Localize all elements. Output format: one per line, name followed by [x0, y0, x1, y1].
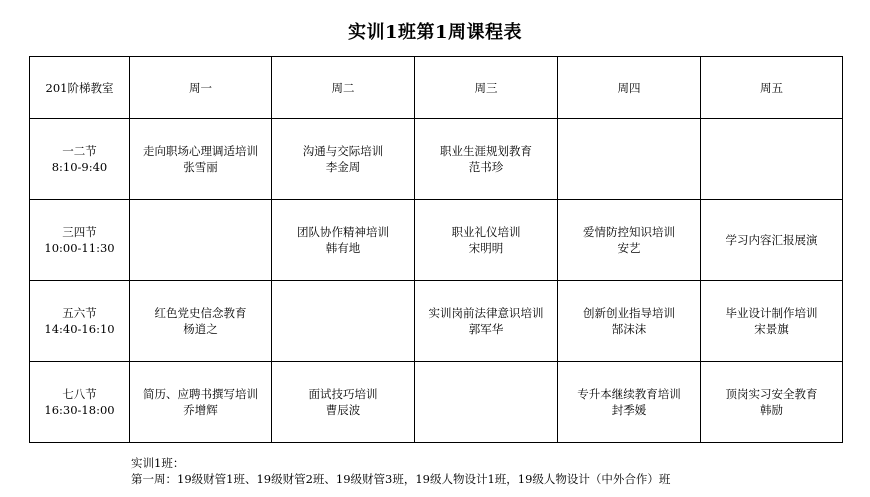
- course-cell: [415, 281, 558, 362]
- teacher-name: 范书珍: [468, 160, 504, 174]
- schedule-table: [29, 56, 843, 443]
- notes-week-classes: 第一周：19级财管1班、19级财管2班、19级财管3班，19级人物设计1班，19级人物设计（中外合作）班: [131, 472, 671, 486]
- course-cell: [415, 119, 558, 200]
- course-name: 顶岗实习安全教育: [725, 387, 818, 401]
- course-name: 职业礼仪培训: [451, 225, 521, 239]
- teacher-name: 乔增辉: [183, 403, 218, 417]
- course-cell: [701, 119, 843, 200]
- course-cell: [415, 362, 558, 443]
- course-name: 红色党史信念教育: [154, 306, 247, 320]
- class-notes: [131, 455, 670, 487]
- table-row: [30, 200, 843, 281]
- period-time: 14:40-16:10: [44, 322, 115, 336]
- day-header-mon: 周一: [130, 57, 272, 119]
- course-name: 简历、应聘书撰写培训: [143, 387, 258, 401]
- course-name: 毕业设计制作培训: [725, 306, 818, 320]
- teacher-name: 曹辰波: [325, 403, 361, 417]
- course-cell: [558, 119, 701, 200]
- course-cell: [272, 281, 415, 362]
- period-time: 10:00-11:30: [44, 241, 115, 255]
- teacher-name: 郜沫沫: [611, 322, 647, 336]
- course-name: 团队协作精神培训: [297, 225, 389, 239]
- course-cell: [415, 200, 558, 281]
- course-cell: [701, 200, 843, 281]
- day-header-tue: 周二: [272, 57, 415, 119]
- period-label: 五六节: [62, 306, 97, 320]
- day-header-thu: 周四: [558, 57, 701, 119]
- table-row: [30, 119, 843, 200]
- course-cell: [558, 200, 701, 281]
- period-cell: [30, 281, 130, 362]
- teacher-name: 张雪丽: [183, 160, 218, 174]
- day-header-fri: 周五: [701, 57, 843, 119]
- table-row: [30, 281, 843, 362]
- teacher-name: 李金周: [325, 160, 361, 174]
- course-name: 爱情防控知识培训: [583, 225, 675, 239]
- course-name: 实训岗前法律意识培训: [428, 306, 544, 320]
- course-name: 职业生涯规划教育: [440, 144, 532, 158]
- teacher-name: 封季媛: [611, 403, 647, 417]
- course-cell: [272, 119, 415, 200]
- teacher-name: 韩有地: [325, 241, 361, 255]
- notes-class-label: 实训1班：: [131, 456, 185, 470]
- period-cell: [30, 362, 130, 443]
- course-cell: [130, 362, 272, 443]
- teacher-name: 杨逍之: [183, 322, 218, 336]
- course-name: 创新创业指导培训: [583, 306, 675, 320]
- header-row: [30, 57, 843, 119]
- course-name: 走向职场心理调适培训: [143, 144, 258, 158]
- day-header-wed: 周三: [415, 57, 558, 119]
- period-time: 16:30-18:00: [44, 403, 115, 417]
- teacher-name: 安艺: [617, 241, 641, 255]
- teacher-name: 韩励: [760, 403, 783, 417]
- course-cell: [272, 200, 415, 281]
- course-name: 专升本继续教育培训: [577, 387, 681, 401]
- course-cell: [272, 362, 415, 443]
- period-label: 一二节: [62, 144, 97, 158]
- course-cell: [130, 200, 272, 281]
- course-cell: [701, 362, 843, 443]
- course-cell: [701, 281, 843, 362]
- period-time: 8:10-9:40: [51, 160, 108, 174]
- course-name: 面试技巧培训: [308, 387, 378, 401]
- schedule-title: 实训1班第1周课程表: [347, 22, 523, 43]
- period-label: 三四节: [62, 225, 97, 239]
- period-cell: [30, 119, 130, 200]
- corner-cell: 201阶梯教室: [30, 57, 130, 119]
- teacher-name: 宋明明: [468, 241, 504, 255]
- table-row: [30, 362, 843, 443]
- course-cell: [130, 119, 272, 200]
- teacher-name: 宋景旗: [754, 322, 789, 336]
- course-name: 沟通与交际培训: [302, 144, 384, 158]
- course-cell: [130, 281, 272, 362]
- teacher-name: 郭军华: [468, 322, 504, 336]
- course-cell: [558, 281, 701, 362]
- period-cell: [30, 200, 130, 281]
- period-label: 七八节: [62, 387, 97, 401]
- course-cell: [558, 362, 701, 443]
- course-name: 学习内容汇报展演: [725, 233, 818, 247]
